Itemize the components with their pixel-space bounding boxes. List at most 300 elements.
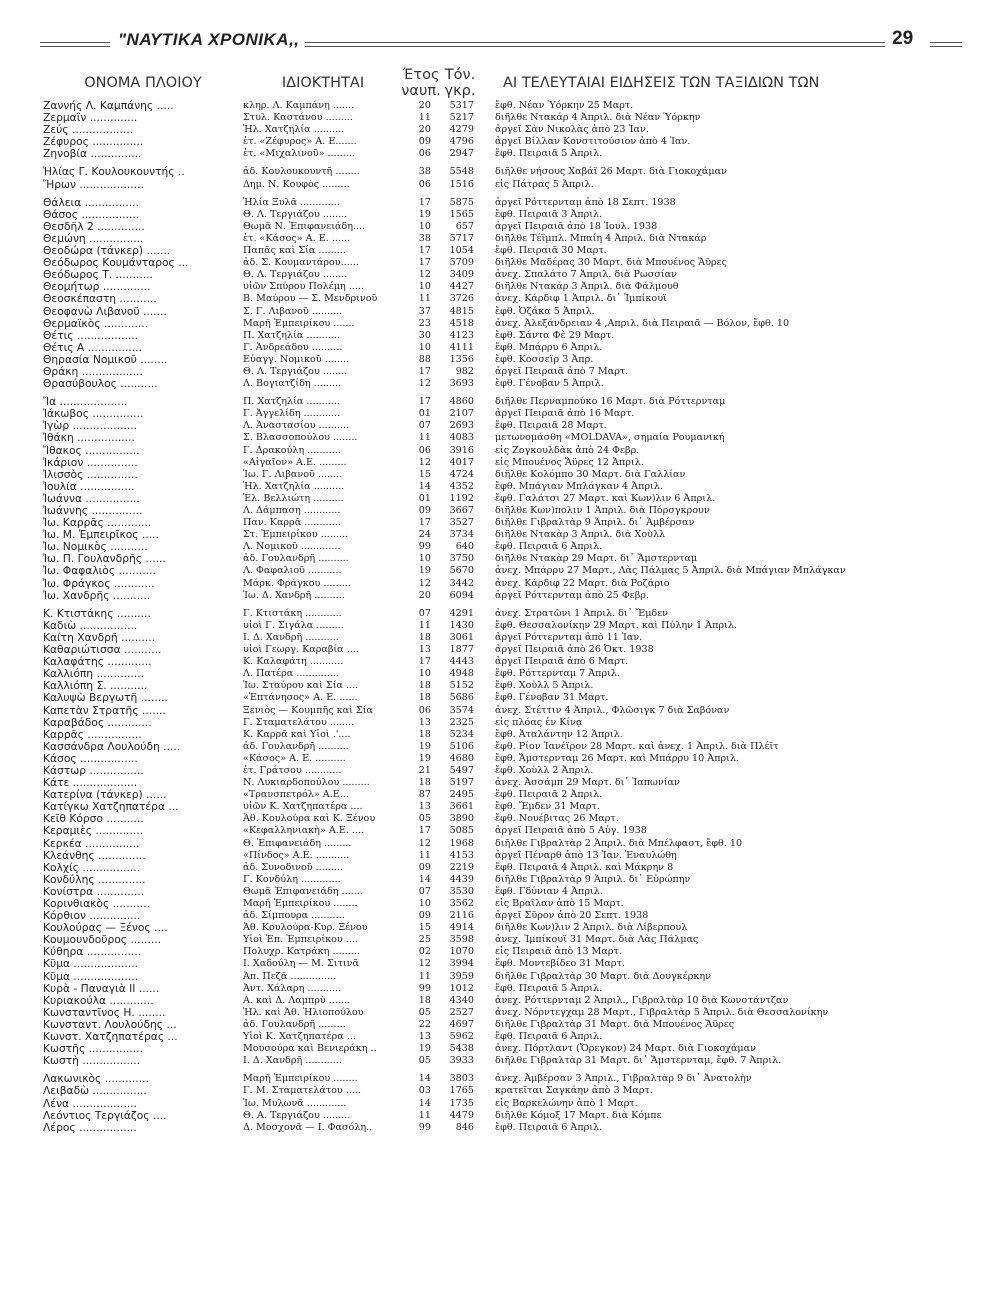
build-year: 07	[418, 420, 431, 432]
table-row	[0, 445, 1000, 457]
table-row	[0, 136, 1000, 148]
table-row	[0, 644, 1000, 656]
voyage-news: ἔφθ. Πειραιᾶ 5 Ἀπριλ.	[495, 148, 603, 160]
table-row	[0, 813, 1000, 825]
build-year: 07	[418, 607, 431, 619]
voyage-news: ἔφθ. Γένοβαν 5 Ἀπριλ.	[495, 378, 604, 390]
voyage-news: ἀργεῖ Πειραιᾶ ἀπὸ 16 Μαρτ.	[495, 408, 635, 420]
build-year: 15	[418, 468, 431, 480]
voyage-news: ἔφθ. Πειραιᾶ 30 Μαρτ.	[495, 245, 607, 257]
table-row	[0, 1043, 1000, 1055]
table-row	[0, 729, 1000, 741]
ship-name: Ἰω. Φράγκος ............	[43, 577, 155, 590]
ship-name: Λακωνικὸς .............	[43, 1073, 149, 1086]
owner-name: Β. Μαύρου — Σ. Μενδρινοῦ	[243, 293, 378, 305]
voyage-news: μετωνομάσθη «MOLDAVA», σημαία Ρουμανική	[495, 432, 725, 444]
voyage-news: ἔφθ. Ἔμδεν 31 Μαρτ.	[495, 801, 600, 813]
ship-name: Καλλιόπη ..............	[43, 668, 145, 681]
voyage-news: ἀργεῖ Πειραιᾶ ἀπὸ 7 Μαρτ.	[495, 365, 629, 377]
voyage-news: ἔφθ. Χοὺλλ 5 Ἀπριλ.	[495, 680, 594, 692]
ship-name: Ἰω. Μ. Ἐμπειρῖκος .....	[43, 529, 159, 542]
voyage-news: ἀνεχ. Ἰμπίκουϊ 31 Μαρτ. διὰ Λὰς Πάλμας	[495, 934, 699, 946]
build-year: 12	[418, 378, 431, 390]
tonnage: 2325	[449, 716, 474, 728]
tonnage: 4352	[449, 480, 474, 492]
ship-name: Ἥρων ...................	[43, 178, 144, 191]
build-year: 21	[418, 764, 431, 776]
tonnage: 982	[455, 365, 474, 377]
voyage-news: ἀργεῖ Πειραιᾶ ἀπὸ 6 Μαρτ.	[495, 656, 629, 668]
owner-name: ἑτ. «Μιχαλινοῦ» .........	[243, 148, 355, 160]
owner-name: υἱοὶ Γεωργ. Καραβία ....	[243, 644, 359, 656]
owner-name: Παπᾶς καὶ Σία .........	[243, 245, 346, 257]
ship-name: Κουλούρας — Ξένος ....	[43, 922, 168, 935]
voyage-news: διῆλθε Γιβραλτὰρ 9 Ἀπριλ. δι᾽ Εὐρώπην	[495, 873, 691, 885]
table-row	[0, 493, 1000, 505]
owner-name: «Αἰγαῖον» Α.Ε. .........	[243, 456, 347, 468]
tonnage: 4796	[449, 136, 474, 148]
tonnage: 1877	[449, 644, 474, 656]
ship-name: Θρασύβουλος ...........	[43, 378, 158, 391]
table-row	[0, 112, 1000, 124]
column-header-voyage-news: ΑΙ ΤΕΛΕΥΤΑΙΑΙ ΕΙΔΗΣΕΙΣ ΤΩΝ ΤΑΞΙΔΙΩΝ ΤΩΝ	[503, 75, 820, 91]
column-header-year	[400, 67, 442, 99]
table-row	[0, 342, 1000, 354]
build-year: 07	[418, 885, 431, 897]
owner-name: Κ. Καρρᾶ καὶ Υἱοὶ .'....	[243, 728, 351, 740]
owner-name: «Κάσος» Α. Ε. ..........	[243, 752, 346, 764]
tonnage: 3661	[449, 801, 474, 813]
tonnage: 5686	[449, 692, 474, 704]
owner-name: Ἠλ. Χατζηλία ..........	[243, 480, 345, 492]
build-year: 20	[418, 589, 431, 601]
owner-name: «Πίνδος» Α.Ε. ...........	[243, 849, 350, 861]
table-row	[0, 541, 1000, 553]
table-row	[0, 179, 1000, 191]
ship-name: Θέτις ..................	[43, 329, 139, 342]
owner-name: Εὐαγγ. Νομικοῦ ........	[243, 353, 350, 365]
build-year: 17	[418, 825, 431, 837]
voyage-news: διῆλθε Γιβραλτὰρ 30 Μαρτ. διὰ Δουγκέρκην	[495, 970, 711, 982]
tonnage: 4083	[449, 432, 474, 444]
build-year: 17	[418, 365, 431, 377]
tonnage: 3734	[449, 529, 474, 541]
ship-name: Κολχίς .................	[43, 861, 141, 874]
tonnage: 5548	[449, 166, 474, 178]
voyage-news: διῆλθε Τέϊμπλ. Μπαίη 4 Ἀπριλ. διὰ Ντακάρ	[495, 232, 707, 244]
voyage-news: διῆλθε Περναμπούκο 16 Μαρτ. διὰ Ρόττερνταμ	[495, 396, 726, 408]
tonnage: 4518	[449, 317, 474, 329]
table-row	[0, 777, 1000, 789]
tonnage: 2495	[449, 789, 474, 801]
tonnage: 4815	[449, 305, 474, 317]
table-row	[0, 354, 1000, 366]
tonnage: 640	[455, 541, 474, 553]
tonnage: 1356	[449, 353, 474, 365]
table-row	[0, 590, 1000, 602]
owner-name: Ἀθ. Κουλούρα καὶ Κ. Ξένου	[243, 813, 376, 825]
owner-name: Λ. Φαφαλιοῦ ...........	[243, 565, 342, 577]
tonnage: 3959	[449, 970, 474, 982]
table-row	[0, 656, 1000, 668]
voyage-news: ἀργεῖ Ρόττερνταμ ἀπὸ 11 Ἰαν.	[495, 631, 643, 643]
ship-name: Κυρὰ - Παναγιὰ ΙΙ ......	[43, 982, 160, 995]
tonnage: 5709	[449, 257, 474, 269]
tonnage: 4948	[449, 668, 474, 680]
table-row	[0, 432, 1000, 444]
tonnage: 5438	[449, 1043, 474, 1055]
table-row	[0, 692, 1000, 704]
tonnage: 4340	[449, 994, 474, 1006]
tonnage: 2219	[449, 861, 474, 873]
ship-name: Ζαννής Λ. Καμπάνης .....	[43, 100, 174, 112]
tonnage: 3562	[449, 898, 474, 909]
voyage-news: ἔφθ. Πειραιᾶ 4 Ἀπριλ. καὶ Μάκρην 8	[495, 861, 674, 873]
owner-name: Λ. Νομικοῦ .............	[243, 541, 341, 553]
tonnage: 4123	[449, 329, 474, 341]
owner-name: Γ. Ἀνδρεάδου ..........	[243, 341, 343, 353]
tonnage: 4279	[449, 124, 474, 136]
ship-name: Κατερίνα (τάνκερ) ......	[43, 789, 167, 802]
owner-name: Θ. Λ. Τεργιάζου ........	[243, 208, 348, 220]
tonnage: 4479	[449, 1109, 474, 1121]
build-year: 09	[418, 910, 431, 922]
owner-name: Ἰω. Δ. Χανδρῆ ..........	[243, 589, 345, 601]
ship-name: Ἰκάριον ...............	[43, 456, 138, 469]
tonnage: 5497	[449, 764, 474, 776]
voyage-news: διῆλθε Κων)πολιν 1 Ἀπριλ. διὰ Πόρσγκρουν	[495, 505, 710, 516]
ship-name: Ζερμαΐν ..............	[43, 112, 138, 125]
tonnage: 1735	[449, 1097, 474, 1109]
voyage-news: διῆλθε Κόμοξ 17 Μαρτ. διὰ Κόμπε	[495, 1109, 662, 1121]
voyage-news: ἔφθ. Πειραιᾶ 28 Μαρτ.	[495, 420, 607, 432]
tonnage: 1070	[449, 946, 474, 958]
voyage-news: εἰς Βαρκελώνην ἀπὸ 1 Μαρτ.	[495, 1097, 638, 1109]
build-year: 38	[418, 166, 431, 178]
owner-name: Ι. Δ. Χανδρῆ ............	[243, 1055, 342, 1067]
ship-name: Θάλεια ................	[43, 196, 139, 209]
table-row	[0, 1031, 1000, 1043]
table-row	[0, 717, 1000, 729]
tonnage: 5962	[449, 1031, 474, 1043]
tonnage: 1516	[449, 178, 474, 190]
owner-name: Ἠλ. καὶ Ἀθ. Ἠλιοπούλου	[243, 1006, 364, 1018]
owner-name: Π. Χατζηλία ...........	[243, 396, 340, 408]
voyage-news: διῆλθε Γιβραλτὰρ 9 Ἀπριλ. δι᾽ Ἀμβέρσαν	[495, 517, 695, 529]
owner-name: Μαρῆ Ἐμπειρίκου ........	[243, 1073, 358, 1085]
voyage-news: ἀνεχ. Κάρδιφ 1 Ἀπριλ. δι᾽ Ἰμπίκουϊ	[495, 293, 667, 305]
voyage-news: ἔφθ. Νουέβιτας 26 Μαρτ.	[495, 813, 619, 825]
tons-header-line1: Τόν.	[444, 67, 476, 83]
owner-name: Θ. Α. Τεργιάζου .........	[243, 1109, 351, 1121]
tonnage: 1765	[449, 1085, 474, 1097]
build-year: 02	[418, 946, 431, 958]
tonnage: 3890	[449, 813, 474, 825]
tonnage: 5875	[449, 196, 474, 208]
table-row	[0, 838, 1000, 850]
build-year: 06	[418, 704, 431, 716]
voyage-news: εἰς Μπουένος Ἄϋρες 12 Ἀπριλ.	[495, 456, 644, 468]
ship-name: Θεμώνη ................	[43, 232, 144, 245]
table-row	[0, 983, 1000, 995]
table-row	[0, 457, 1000, 469]
ship-name: Κ. Κτιστάκης ..........	[43, 607, 151, 620]
build-year: 10	[418, 220, 431, 232]
build-year: 10	[418, 341, 431, 353]
table-row	[0, 995, 1000, 1007]
tonnage: 4111	[449, 341, 474, 353]
voyage-news: εἰς πλόας ἐν Κίνᾳ	[495, 716, 583, 728]
owner-name: Μουσούρα καὶ Βενιεράκη ..	[243, 1043, 377, 1055]
owner-name: Ἀντ. Χάλαρη ...........	[243, 982, 342, 994]
ship-name: Κατίγκω Χατζηπατέρα ...	[43, 801, 179, 814]
voyage-news: ἀργεῖ Ρόττερνταμ ἀπὸ 18 Σεπτ. 1938	[495, 196, 676, 208]
table-row	[0, 1073, 1000, 1085]
owner-name: Λ. Πατέρα ..............	[243, 668, 340, 680]
ship-name: Κάτε ...................	[43, 777, 138, 790]
build-year: 11	[418, 849, 431, 861]
voyage-news: ἀνεχ. Κάρδιφ 22 Μαρτ. διὰ Ροζάριο	[495, 577, 670, 589]
tonnage: 2116	[449, 910, 474, 922]
ship-name: Θεόδωρος Κουμάνταρος ...	[43, 257, 189, 270]
build-year: 10	[418, 668, 431, 680]
ship-name: Καραβάδος .............	[43, 716, 152, 729]
build-year: 99	[418, 1121, 431, 1133]
tonnage: 3061	[449, 631, 474, 643]
table-row	[0, 886, 1000, 898]
ship-name: Ἰω. Χανδρῆς ...........	[43, 589, 151, 602]
voyage-news: εἰς Πάτρας 5 Ἀπριλ.	[495, 178, 594, 190]
owner-name: ἀδ. Συνοδινοῦ .........	[243, 861, 344, 873]
table-row	[0, 910, 1000, 922]
build-year: 20	[418, 100, 431, 111]
table-row	[0, 958, 1000, 970]
owner-name: Κ. Καλαφάτη ...........	[243, 656, 344, 668]
voyage-news: ἔφθ. Πειραιᾶ 6 Ἀπριλ.	[495, 1031, 603, 1043]
voyage-news: ἔφθ. Πειραιᾶ 5 Ἀπριλ.	[495, 982, 603, 994]
build-year: 20	[418, 124, 431, 136]
table-row	[0, 197, 1000, 209]
owner-name: «Κεφαλληνιακὴ» Α.Ε. ....	[243, 825, 365, 837]
table-row	[0, 668, 1000, 680]
table-row	[0, 705, 1000, 717]
build-year: 87	[418, 789, 431, 801]
tonnage: 2527	[449, 1006, 474, 1018]
year-header-line2: ναυπ.	[401, 83, 441, 99]
build-year: 13	[418, 1031, 431, 1043]
tonnage: 5197	[449, 777, 474, 789]
build-year: 11	[418, 432, 431, 444]
table-row	[0, 898, 1000, 910]
owner-name: υἱοὶ Γ. Σιγάλα .........	[243, 619, 344, 631]
table-row	[0, 850, 1000, 862]
ship-name: Ἡλίας Γ. Κουλουκουντής ..	[43, 166, 185, 179]
table-row	[0, 1055, 1000, 1067]
tonnage: 3530	[449, 885, 474, 897]
build-year: 17	[418, 257, 431, 269]
owner-name: «Τρανσπετρόλ» Α.Ε...	[243, 789, 349, 801]
tonnage: 5317	[449, 100, 474, 111]
owner-name: ἀδ. Γουλανδρῆ .........	[243, 1018, 346, 1030]
tonnage: 5717	[449, 232, 474, 244]
table-row	[0, 825, 1000, 837]
voyage-news: διῆλθε Κων)λιν 2 Ἀπριλ. διὰ Λίβερπουλ	[495, 922, 688, 934]
ship-name: Θεοσκέπαστη ...........	[43, 293, 157, 306]
owner-name: Α. καὶ Δ. Λαμπρὺ .......	[243, 994, 351, 1006]
owner-name: Θ. Ἐπιφανειάδη .........	[243, 837, 352, 849]
table-row	[0, 396, 1000, 408]
table-row	[0, 517, 1000, 529]
build-year: 11	[418, 970, 431, 982]
table-row	[0, 680, 1000, 692]
ship-name: Ἴα ....................	[43, 396, 128, 409]
ship-name: Θεοφανὼ Λιβανοῦ .......	[43, 305, 167, 318]
ship-name: Θάσος .................	[43, 208, 140, 221]
owner-name: Πολυχρ. Κατράκη .........	[243, 946, 360, 958]
voyage-news: ἀνεχ. Ἀσσάμπ 29 Μαρτ. δι᾽ Ἰαπωνίαν	[495, 777, 680, 789]
voyage-news: διῆλθε Ντακάρ 4 Ἀπριλ. διὰ Νέαν Ὑόρκην	[495, 112, 701, 124]
voyage-news: διῆλθε Ντακάρ 3 Ἀπριλ. διὰ Φάλμουθ	[495, 281, 679, 293]
ship-name: Κυριακούλα .............	[43, 994, 154, 1007]
voyage-news: ἔφθ. Ὀζάκα 5 Ἀπριλ.	[495, 305, 595, 317]
tonnage: 4860	[449, 396, 474, 408]
build-year: 17	[418, 245, 431, 257]
ship-name: Θεομήτωρ ..............	[43, 281, 151, 294]
ship-name: Λειβαδὼ ................	[43, 1085, 147, 1098]
ship-name: Κόρθιον ...............	[43, 910, 141, 923]
ship-name: Κωνστ. Χατζηπατέρας ...	[43, 1031, 178, 1044]
tonnage: 2107	[449, 408, 474, 420]
voyage-news: ἀργεῖ Σὰν Νικολὰς ἀπὸ 23 Ἰαν.	[495, 124, 649, 136]
ship-name: Κλεάνθης ..............	[43, 849, 146, 862]
voyage-news: εἰς Πειραιᾶ ἀπὸ 13 Μαρτ.	[495, 946, 622, 958]
voyage-news: ἀργεῖ Πέναρθ ἀπὸ 13 Ἰαν. Ἐναυλώθη	[495, 849, 677, 861]
owner-name: Δ. Μοσχονᾶ — Ι. Φασόλη..	[243, 1121, 373, 1133]
voyage-news: ἀνεχ. Ρόττερνταμ 2 Ἀπριλ., Γιβραλτὰρ 10 διὰ Κωνστάντζαν	[495, 994, 789, 1006]
tonnage: 2947	[449, 148, 474, 160]
ship-name: Κασσάνδρα Λουλούδη .....	[43, 740, 181, 753]
owner-name: Υἱοὶ Ἐπ. Ἐμπειρίκου ....	[243, 934, 358, 946]
build-year: 18	[418, 728, 431, 740]
tonnage: 1192	[449, 492, 474, 504]
ship-table	[0, 100, 1000, 1134]
build-year: 05	[418, 813, 431, 825]
tonnage: 3803	[449, 1073, 474, 1085]
voyage-news: ἔφθ. Σάντα Φὲ 29 Μαρτ.	[495, 329, 615, 341]
owner-name: Μαρῆ Ἐμπειρίκου .......	[243, 317, 355, 329]
build-year: 01	[418, 492, 431, 504]
ship-name: Ἰθάκη .................	[43, 432, 135, 445]
build-year: 12	[418, 269, 431, 281]
voyage-news: εἰς Βραΐλαν ἀπὸ 15 Μαρτ.	[495, 898, 624, 909]
table-row	[0, 148, 1000, 160]
year-header-line1: Έτος	[402, 67, 440, 83]
table-row	[0, 862, 1000, 874]
tonnage: 4680	[449, 752, 474, 764]
tonnage: 3409	[449, 269, 474, 281]
voyage-news: διῆλθε Κολόμπο 30 Μαρτ. διὰ Γαλλίαν	[495, 468, 686, 480]
voyage-news: ἀνεχ. Πόρτλαντ (Ὄρεγκον) 24 Μαρτ. διὰ Γιοκοχάμαν	[495, 1043, 756, 1055]
ship-name: Λένα ...................	[43, 1097, 138, 1110]
ship-name: Ἰωάννης ...............	[43, 505, 143, 517]
tonnage: 1054	[449, 245, 474, 257]
build-year: 18	[418, 994, 431, 1006]
table-row	[0, 306, 1000, 318]
build-year: 37	[418, 305, 431, 317]
build-year: 18	[418, 692, 431, 704]
table-row	[0, 245, 1000, 257]
table-row	[0, 100, 1000, 112]
header-rule-right	[930, 42, 962, 47]
build-year: 09	[418, 136, 431, 148]
build-year: 12	[418, 456, 431, 468]
voyage-news: διῆλθε Ντακὰρ 29 Μαρτ. δι᾽ Ἄμστερνταμ	[495, 553, 698, 565]
ship-name: Καλυψὼ Βεργωτῆ ........	[43, 692, 168, 705]
tonnage: 5217	[449, 112, 474, 124]
tonnage: 3916	[449, 444, 474, 456]
owner-name: Π. Χατζηλία ...........	[243, 329, 340, 341]
owner-name: Ἰω. Σταύρου καὶ Σία ....	[243, 680, 359, 692]
table-row	[0, 801, 1000, 813]
ship-name: Κονίστρα ..............	[43, 885, 145, 898]
voyage-news: ἔφθ. Μπάγιαν Μπλάγκαν 4 Ἀπριλ.	[495, 480, 663, 492]
owner-name: Λ. Δάμπαση ............	[243, 505, 341, 516]
voyage-news: ἀργεῖ Πειραιᾶ ἀπὸ 26 Ὀκτ. 1938	[495, 644, 654, 656]
ship-name: Ἰωάννα ................	[43, 492, 140, 505]
owner-name: Ἀπ. Πεζᾶ ...............	[243, 970, 337, 982]
table-row	[0, 366, 1000, 378]
tonnage: 3750	[449, 553, 474, 565]
tonnage: 6094	[449, 589, 474, 601]
ship-name: Κορινθιακὸς ...........	[43, 898, 150, 910]
owner-name: ἀδ. Σίμπουρα ...........	[243, 910, 345, 922]
owner-name: Μαρῆ Ἐμπειρίκου ........	[243, 898, 358, 909]
owner-name: Ἠλ. Χατζηλία ..........	[243, 124, 345, 136]
table-row	[0, 257, 1000, 269]
owner-name: υἱῶν Σπύρου Πολέμη .....	[243, 281, 364, 293]
table-row	[0, 481, 1000, 493]
ship-name: Ζέφυρος ...............	[43, 136, 144, 149]
tonnage: 4017	[449, 456, 474, 468]
table-row	[0, 1122, 1000, 1134]
ship-name: Καθαριώτισσα ...........	[43, 644, 162, 657]
build-year: 06	[418, 178, 431, 190]
build-year: 18	[418, 777, 431, 789]
build-year: 19	[418, 752, 431, 764]
ship-name: Ἰγὼρ ...................	[43, 420, 138, 433]
build-year: 99	[418, 982, 431, 994]
ship-name: Ἰω. Νομικὸς ...........	[43, 541, 148, 554]
ship-name: Ζηνοβία ...............	[43, 148, 142, 161]
table-row	[0, 922, 1000, 934]
table-row	[0, 553, 1000, 565]
ship-name: Καλαφάτης .............	[43, 656, 152, 669]
column-header-tonnage	[440, 67, 480, 99]
ship-name: Κωστὴ .................	[43, 1055, 141, 1068]
ship-name: Κεῖθ Κόρσο ...........	[43, 813, 144, 826]
ship-name: Θεοδώρα (τάνκερ) .......	[43, 245, 171, 258]
voyage-news: ἀργεῖ Σῦρον ἀπὸ 20 Σεπτ. 1938	[495, 910, 649, 922]
ship-name: Ἰάκωβος ...............	[43, 408, 144, 421]
build-year: 12	[418, 837, 431, 849]
table-row	[0, 469, 1000, 481]
build-year: 12	[418, 577, 431, 589]
voyage-news: διῆλθε Μαδέρας 30 Μαρτ. διὰ Μπουένος Ἄϋρες	[495, 257, 728, 269]
build-year: 18	[418, 680, 431, 692]
column-header-ship-name: ΟΝΟΜΑ ΠΛΟΙΟΥ	[84, 75, 202, 91]
ship-name: Κωνσταντῖνος Η. ........	[43, 1006, 166, 1019]
build-year: 17	[418, 656, 431, 668]
